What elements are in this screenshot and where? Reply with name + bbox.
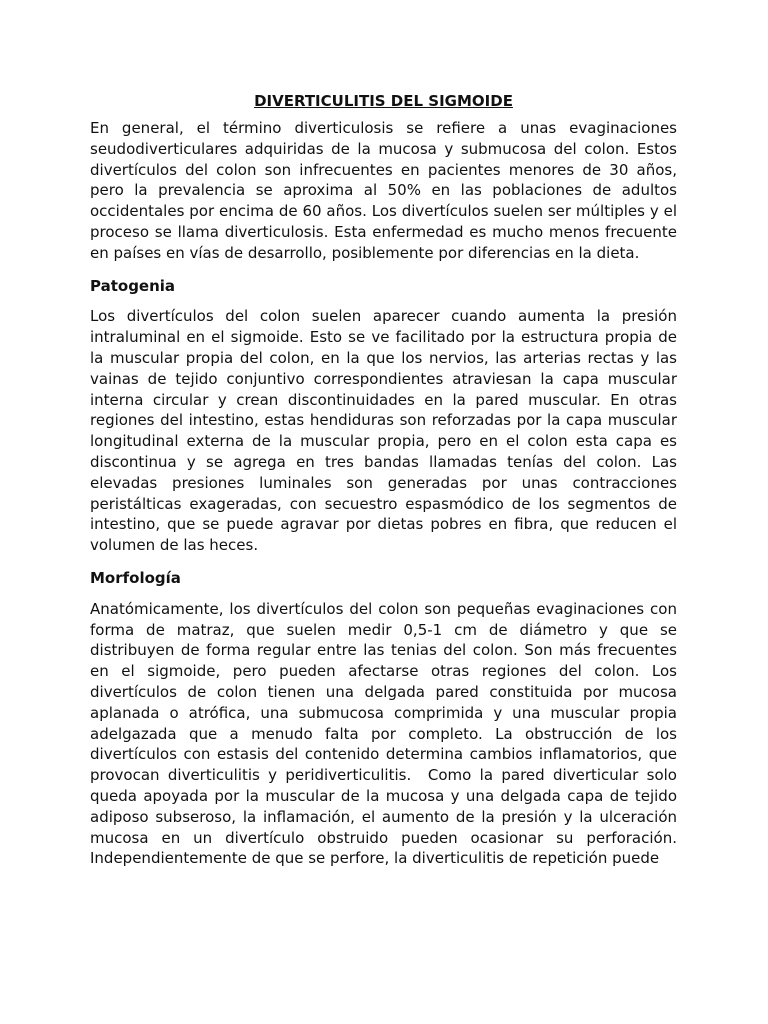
document-page xyxy=(90,88,682,881)
section-heading-morfologia: Morfología xyxy=(90,568,181,587)
intro-paragraph: En general, el término diverticulosis se refiere a unas evaginaciones seudodiverticulares adquiridas de la mucosa y submucosa del colon. Estos divertículos del colon son infrecuentes en pacientes menores de 30 años, pero la prevalencia se aproxima al 50% en las poblaciones de adultos occidentales por encima de 60 años. Los divertículos suelen ser múltiples y el proceso se llama diverticulosis. Esta enfermedad es mucho menos frecuente en países en vías de desarrollo, posiblemente por diferencias en la dieta. xyxy=(90,119,677,262)
section-body-patogenia: Los divertículos del colon suelen aparecer cuando aumenta la presión intraluminal en el sigmoide. Esto se ve facilitado por la estructura propia de la muscular propia del colon, en la que los nervios, las arterias rectas y las vainas de tejido conjuntivo correspondientes atraviesan la capa muscular interna circular y crean discontinuidades en la pared muscular. En otras regiones del intestino, estas hendiduras son reforzadas por la capa muscular longitudinal externa de la muscular propia, pero en el colon esta capa es discontinua y se agrega en tres bandas llamadas tenías del colon. Las elevadas presiones luminales son generadas por unas contracciones peristálticas exageradas, con secuestro espasmódico de los segmentos de intestino, que se puede agravar por dietas pobres en fibra, que reducen el volumen de las heces. xyxy=(90,307,677,555)
document-title: DIVERTICULITIS DEL SIGMOIDE xyxy=(254,92,513,110)
section-body-morfologia: Anatómicamente, los divertículos del colon son pequeñas evaginaciones con forma de matraz, que suelen medir 0,5-1 cm de diámetro y que se distribuyen de forma regular entre las tenias del colon. Son más frecuentes en el sigmoide, pero pueden afectarse otras regiones del colon. Los divertículos de colon tienen una delgada pared constituida por mucosa aplanada o atrófica, una submucosa comprimida y una muscular propia adelgazada que a menudo falta por completo. La obstrucción de los divertículos con estasis del contenido determina cambios inflamatorios, que provocan diverticulitis y peridiverticulitis. Como la pared diverticular solo queda apoyada por la muscular de la mucosa y una delgada capa de tejido adiposo subseroso, la inflamación, el aumento de la presión y la ulceración mucosa en un divertículo obstruido pueden ocasionar su perforación. Independientemente de que se perfore, la diverticulitis de repetición puede xyxy=(90,599,682,868)
section-heading-patogenia: Patogenia xyxy=(90,276,176,295)
